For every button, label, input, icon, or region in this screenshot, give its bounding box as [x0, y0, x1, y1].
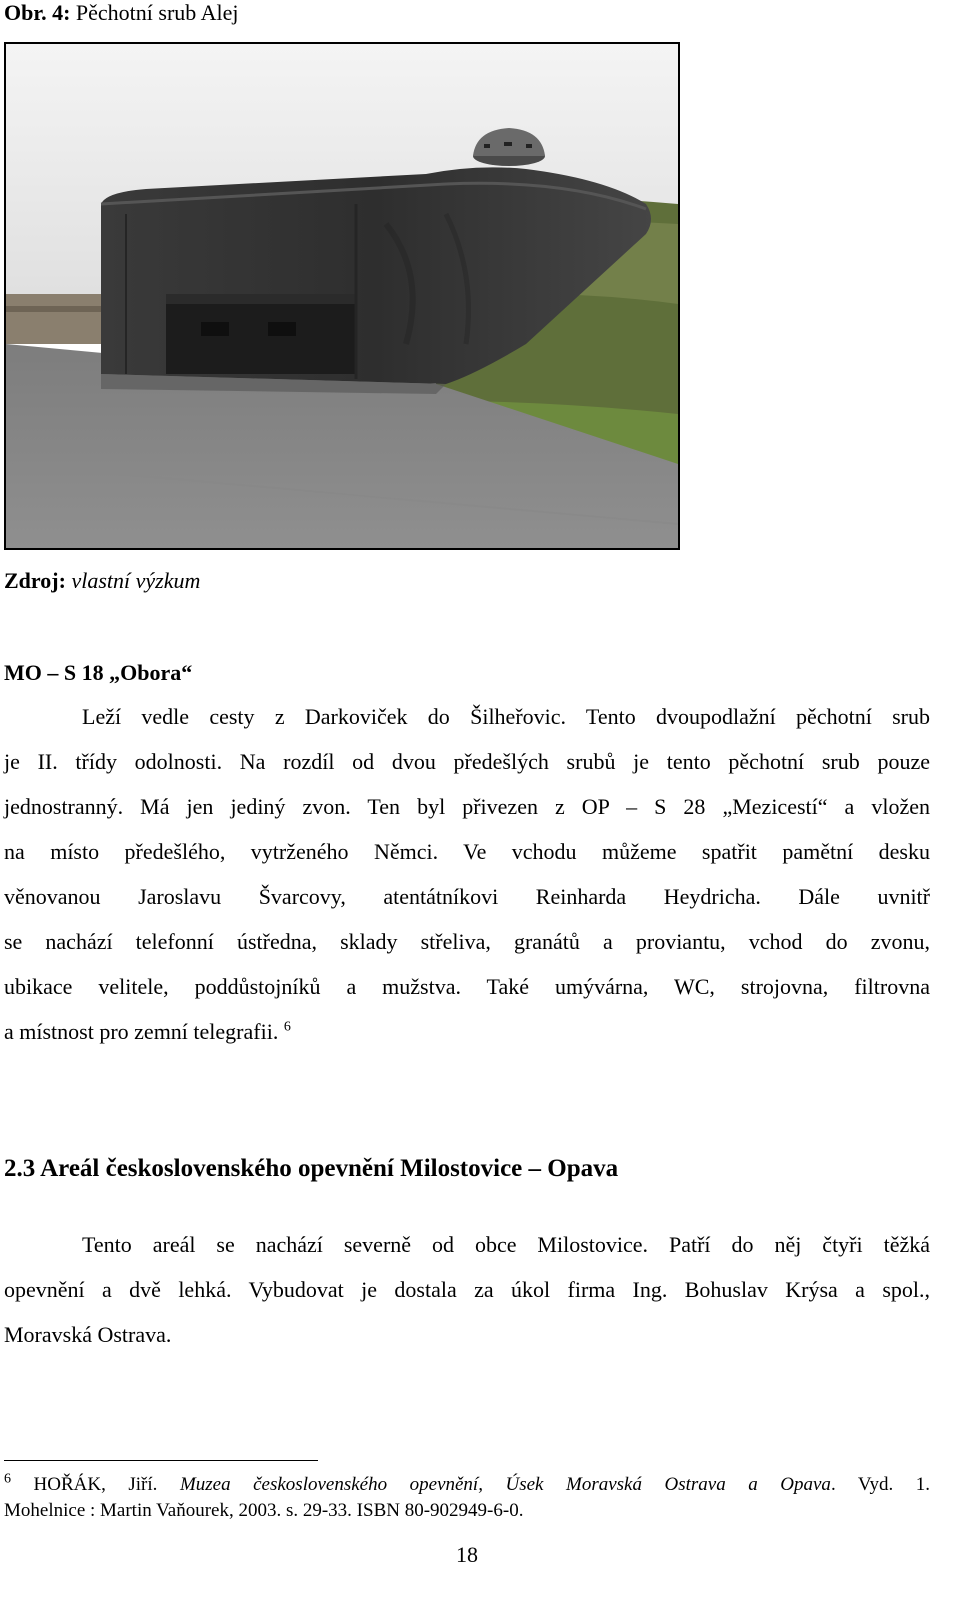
footnote-edition: . Vyd. 1. [830, 1474, 931, 1495]
figure-label: Obr. 4: [4, 0, 71, 25]
paragraph-line: se nachází telefonní ústředna, sklady střeliva, granátů a proviantu, vchod do zvonu, [4, 929, 930, 954]
source-label: Zdroj: [4, 568, 66, 593]
figure-caption [4, 0, 238, 26]
paragraph-line: Tento areál se nachází severně od obce Milostovice. Patří do něj čtyři těžká [82, 1232, 930, 1257]
bunker-photo [4, 42, 680, 550]
paragraph-line: jednostranný. Má jen jediný zvon. Ten byl přivezen z OP – S 28 „Mezicestí“ a vložen [4, 794, 930, 819]
section1-paragraph [4, 694, 930, 1054]
footnote-line-1 [4, 1472, 930, 1498]
paragraph-line: ubikace velitele, poddůstojníků a mužstva. Také umývárna, WC, strojovna, filtrovna [4, 974, 930, 999]
footnote-number: 6 [4, 1471, 11, 1487]
figure-source [4, 568, 200, 594]
section-heading-2-3: 2.3 Areál československého opevnění Milostovice – Opava [4, 1155, 619, 1182]
footnote [4, 1472, 930, 1524]
footnote-line-2: Mohelnice : Martin Vaňourek, 2003. s. 29-33. ISBN 80-902949-6-0. [4, 1500, 524, 1521]
paragraph-line: věnovanou Jaroslavu Švarcovy, atentátníkovi Reinharda Heydricha. Dále uvnitř [4, 884, 930, 909]
paragraph-line-text: a místnost pro zemní telegrafii. [4, 1019, 279, 1044]
bunker-photo-illustration [6, 44, 678, 548]
figure-title: Pěchotní srub Alej [75, 0, 239, 25]
paragraph-line-last [4, 1009, 930, 1054]
page-number: 18 [456, 1542, 478, 1567]
section2-paragraph [4, 1222, 930, 1357]
footnote-reference[interactable]: 6 [283, 1019, 291, 1035]
footnote-title: Muzea československého opevnění, Úsek Moravská Ostrava a Opava [179, 1474, 831, 1495]
paragraph-line: je II. třídy odolnosti. Na rozdíl od dvou předešlých srubů je tento pěchotní srub pouze [4, 749, 930, 774]
paragraph-line: Moravská Ostrava. [4, 1322, 172, 1347]
source-value: vlastní výzkum [71, 568, 201, 593]
paragraph-line: opevnění a dvě lehká. Vybudovat je dostala za úkol firma Ing. Bohuslav Krýsa a spol., [4, 1277, 930, 1302]
footnote-separator [4, 1460, 318, 1461]
footnote-author: HOŘÁK, Jiří. [33, 1474, 158, 1495]
paragraph-line: na místo předešlého, vytrženého Němci. Ve vchodu můžeme spatřit pamětní desku [4, 839, 930, 864]
paragraph-line: Leží vedle cesty z Darkoviček do Šilheřovic. Tento dvoupodlažní pěchotní srub [82, 704, 930, 729]
section-heading-mo-s18: MO – S 18 „Obora“ [4, 660, 193, 685]
